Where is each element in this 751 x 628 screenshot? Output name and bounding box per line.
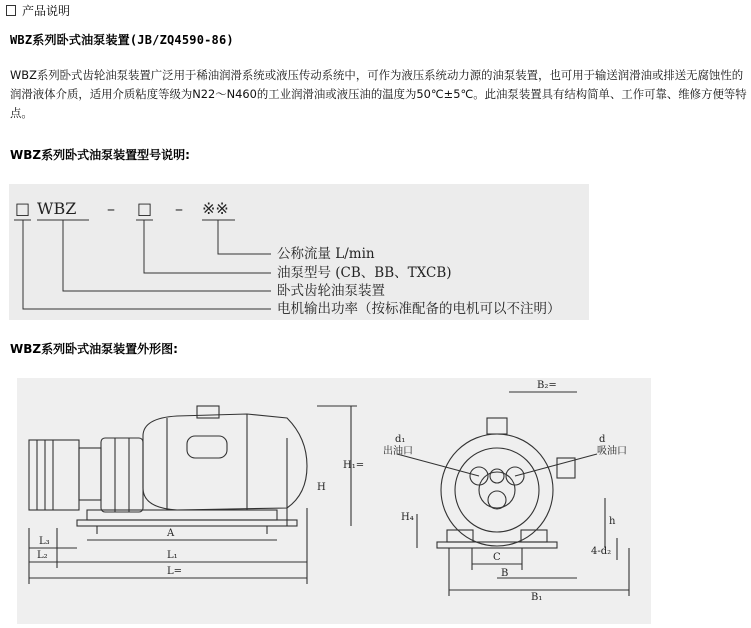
collapse-box-icon[interactable] [6, 5, 16, 16]
legend-pump-type: 油泵型号 (CB、BB、TXCB) [277, 265, 452, 281]
model-series: WBZ [37, 199, 77, 218]
dim-L: L= [167, 566, 183, 577]
outline-heading: WBZ系列卧式油泵装置外形图: [10, 342, 178, 356]
label-d1: d₁ [395, 434, 406, 445]
page-title: WBZ系列卧式油泵装置(JB/ZQ4590-86) [10, 33, 234, 47]
section-header [6, 2, 70, 18]
dim-B2: B₂= [537, 380, 557, 391]
label-d: d [599, 434, 606, 445]
model-dash-2: – [175, 199, 183, 218]
section-header-label: 产品说明 [22, 3, 71, 18]
dim-C: C [493, 552, 501, 563]
outline-drawing [17, 378, 651, 624]
intro-paragraph: WBZ系列卧式齿轮油泵装置广泛用于稀油润滑系统或液压传动系统中，可作为液压系统动力源的油泵装置，也可用于输送润滑油或排送无腐蚀性的润滑液体介质，适用介质粘度等级为N22～N460的工业润滑油或液压油的温度为50℃±5℃。此油泵装置具有结构简单、工作可靠、维修方便等特点。 [10, 68, 747, 120]
legend-motor-power: 电机输出功率（按标准配备的电机可以不注明） [277, 301, 561, 317]
dim-B1: B₁ [531, 592, 543, 603]
dim-H1: H₁= [343, 460, 365, 471]
dim-L1: L₁ [167, 550, 178, 561]
legend-flow: 公称流量 L/min [277, 246, 375, 262]
dim-A: A [167, 528, 175, 539]
label-inlet: 吸油口 [597, 446, 627, 457]
dim-4-d2: 4-d₂ [591, 546, 612, 557]
model-box-1: □ [15, 199, 31, 218]
legend-horizontal-pump: 卧式齿轮油泵装置 [277, 283, 385, 299]
model-dash-1: – [107, 199, 115, 218]
dim-H4: H₄ [401, 512, 414, 523]
label-outlet: 出油口 [383, 446, 413, 457]
model-suffix: ※※ [202, 199, 229, 218]
dim-L3: L₃ [39, 536, 50, 547]
dim-L2: L₂ [37, 550, 48, 561]
dim-B: B [501, 568, 509, 579]
model-code-diagram [9, 184, 589, 320]
model-box-2: □ [137, 199, 153, 218]
dim-h: h [609, 516, 616, 527]
dim-H: H [317, 482, 326, 493]
model-heading: WBZ系列卧式油泵装置型号说明: [10, 148, 190, 162]
